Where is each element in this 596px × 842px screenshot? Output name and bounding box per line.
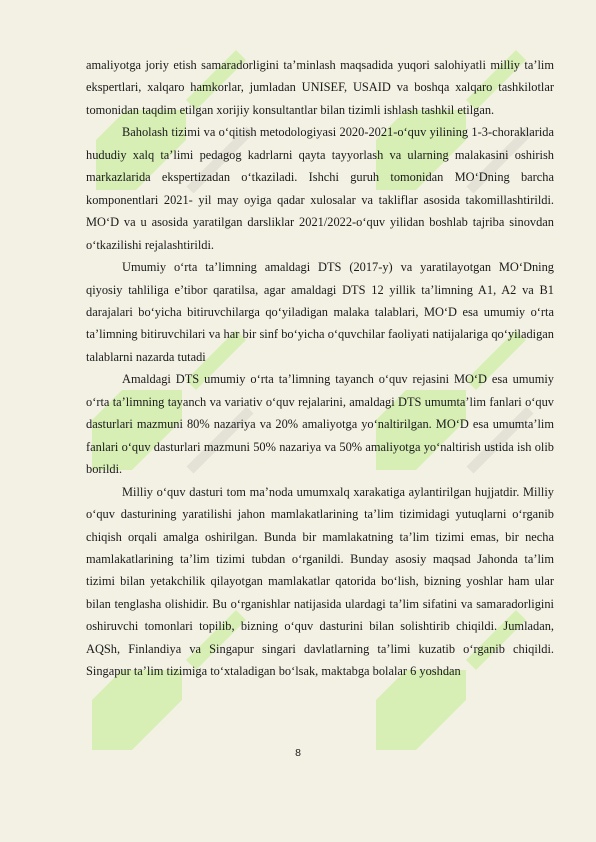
paragraph: amaliyotga joriy etish samaradorligini ta’minlash maqsadida yuqori salohiyatli milliy ta’lim ekspertlari, xalqaro hamkorlar, jumladan UNISEF, USAID va boshqa xalqaro tashkilotlar tomonidan taqdim etilgan xorijiy konsultantlar bilan tizimli ishlash tashkil etilgan. [86, 58, 554, 117]
paragraph: Milliy o‘quv dasturi tom ma’noda umumxalq xarakatiga aylantirilgan hujjatdir. Milliy o‘quv dasturining yaratilishi jahon mamlakatlarining ta’lim tizimidagi yutuqlarni o‘rganib chiqish orqali amalga oshirilgan. Bunda bir mamlakatning ta’lim tizimi emas, bir necha mamlakatlarining ta’lim tizimi tubdan o‘rganildi. Bunday asosiy maqsad Jahonda ta’lim tizimi bilan yetakchilik qilayotgan mamlakatlar qatorida bo‘lish, bizning yoshlar ham ular bilan tenglasha olishidir. Bu o‘rganishlar natijasida ulardagi ta’lim sifatini va samaradorligini oshiruvchi tomonlari topilib, bizning o‘quv dasturini bilan solishtirib chiqildi. Jumladan, AQSh, Finlandiya va Singapur singari davlatlarning ta’limi kuzatib o‘rganib chiqildi. Singapur ta’lim tizimiga to‘xtaladigan bo‘lsak, maktabga bolalar 6 yoshdan [86, 484, 554, 679]
paragraph: Umumiy o‘rta ta’limning amaldagi DTS (2017-y) va yaratilayotgan MO‘Dning qiyosiy tahliliga e’tibor qaratilsa, agar amaldagi DTS 12 yillik ta’limning A1, A2 va B1 darajalari bo‘yicha bitiruvchilarga qo‘yiladigan malaka talablari, MO‘D esa umumiy o‘rta ta’limning bitiruvchilari va har bir sinf bo‘yicha o‘quvchilar faoliyati natijalariga qo‘yiladigan talablarni nazarda tutadi [86, 260, 554, 364]
document-body [86, 54, 554, 683]
paragraph: Amaldagi DTS umumiy o‘rta ta’limning tayanch o‘quv rejasini MO‘D esa umumiy o‘rta ta’limning tayanch va variativ o‘quv rejalarini, amaldagi DTS umumta’lim fanlari o‘quv dasturlari mazmuni 80% nazariya va 20% amaliyotga yo‘naltirilgan. MO‘D esa umumta’lim fanlari o‘quv dasturlari mazmuni 50% nazariya va 50% amaliyotga yo‘naltirish ustida ish olib borildi. [86, 372, 554, 477]
paragraph: Baholash tizimi va o‘qitish metodologiyasi 2020-2021-o‘quv yilining 1-3-choraklarida hududiy xalq ta’limi pedagog kadrlarni qayta tayyorlash va ularning malakasini oshirish markazlarida ekspertizadan o‘tkaziladi. Ishchi guruh tomonidan MO‘Dning barcha komponentlari 2021- yil may oyiga qadar xulosalar va takliflar asosida takomillashtirildi. MO‘D va u asosida yaratilgan darsliklar 2021/2022-o‘quv yilidan boshlab tajriba sinovdan o‘tkazilishi rejalashtirildi. [86, 125, 554, 252]
page-number: 8 [295, 747, 301, 759]
